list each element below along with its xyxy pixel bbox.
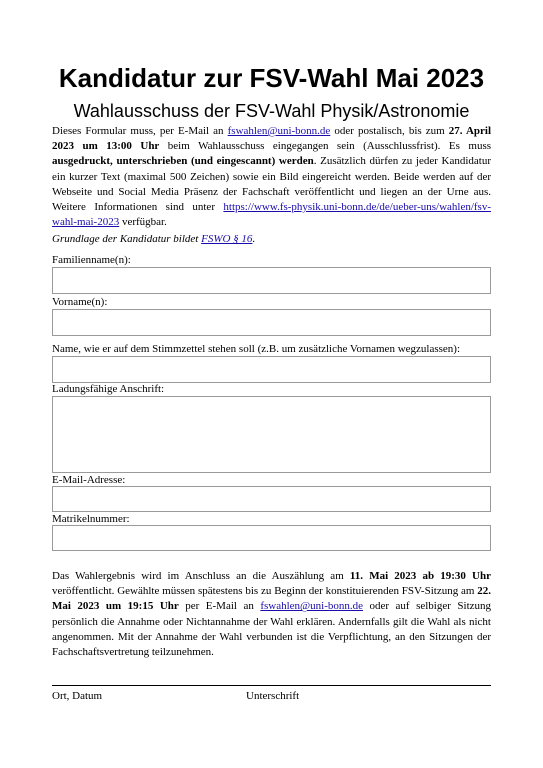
place-date-label: Ort, Datum <box>52 690 103 702</box>
result-date: 11. Mai 2023 ab 19:30 Uhr <box>349 570 491 582</box>
info-url-link[interactable]: https://www.fs-physik.uni-bonn.de/de/ueber-uns/wahlen/fsv-wahl-mai-2023 <box>52 201 491 229</box>
email-link-2[interactable]: fswahlen@uni-bonn.de <box>260 600 364 613</box>
firstname-label: Vorname(n): <box>52 296 108 308</box>
page-subtitle: Wahlausschuss der FSV-Wahl Physik/Astronomie <box>73 101 470 121</box>
intro-text-2: oder postalisch, bis zum <box>330 125 449 137</box>
basis-text: Grundlage der Kandidatur bildet <box>52 233 202 245</box>
intro-text-1: Dieses Formular muss, per E-Mail an <box>52 125 228 137</box>
fswo-link[interactable]: FSWO § 16 <box>201 233 253 245</box>
basis-paragraph <box>52 232 491 247</box>
outro-text-2: veröffentlicht. Gewählte müssen spätestens bis zu Beginn der konstituierenden FSV-Sitzung am <box>52 585 478 598</box>
outro-text-3: per E-Mail an <box>178 600 261 613</box>
acceptance-deadline: 22. Mai 2023 um 19:15 Uhr <box>52 585 491 613</box>
address-field[interactable] <box>52 396 491 473</box>
outro-text-1: Das Wahlergebnis wird im Anschluss an die Auszählung am <box>52 570 350 582</box>
firstname-field[interactable] <box>52 309 491 336</box>
intro-paragraph <box>52 124 491 230</box>
signature-line <box>52 685 491 686</box>
address-label: Ladungsfähige Anschrift: <box>52 383 165 395</box>
matriculation-label: Matrikelnummer: <box>52 513 130 525</box>
intro-text-3: beim Wahlausschuss eingegangen sein (Ausschlussfrist). Es muss <box>159 140 491 153</box>
outro-text-4: oder auf selbiger Sitzung persönlich die Annahme oder Nichtannahme der Wahl erklären. Andernfalls gilt die Wahl als nicht angenommen. Mit der Annahme der Wahl verbunden ist die Verpflichtung, an den Sitzungen der Fachschaftsvertretung teilzunehmen. <box>52 600 492 659</box>
signature-label: Unterschrift <box>246 690 300 702</box>
email-link[interactable]: fswahlen@uni-bonn.de <box>227 125 331 137</box>
email-label: E-Mail-Adresse: <box>52 474 126 486</box>
deadline: 27. April 2023 um 13:00 Uhr <box>52 125 491 153</box>
ballot-name-label: Name, wie er auf dem Stimmzettel stehen soll (z.B. um zusätzliche Vornamen wegzulassen): <box>52 343 460 355</box>
print-sign-requirement: ausgedruckt, unterschrieben (und eingescannt) werden <box>52 155 314 168</box>
basis-end: . <box>252 233 256 245</box>
matriculation-field[interactable] <box>52 525 491 551</box>
email-field[interactable] <box>52 486 491 512</box>
surname-field[interactable] <box>52 267 491 294</box>
intro-text-5: verfügbar. <box>119 216 167 229</box>
surname-label: Familienname(n): <box>52 254 131 266</box>
intro-text-4: . Zusätzlich dürfen zu jeder Kandidatur ein kurzer Text (maximal 500 Zeichen) sowie ein Bild eingereicht werden. Beide werden auf der Webseite und Social Media Präsenz der Fachschaft veröffentlicht und liegen an der Urne aus. Weitere Informationen sind unter <box>52 155 492 214</box>
page-title: Kandidatur zur FSV-Wahl Mai 2023 <box>58 63 485 93</box>
result-paragraph <box>52 569 491 660</box>
ballot-name-field[interactable] <box>52 356 491 383</box>
